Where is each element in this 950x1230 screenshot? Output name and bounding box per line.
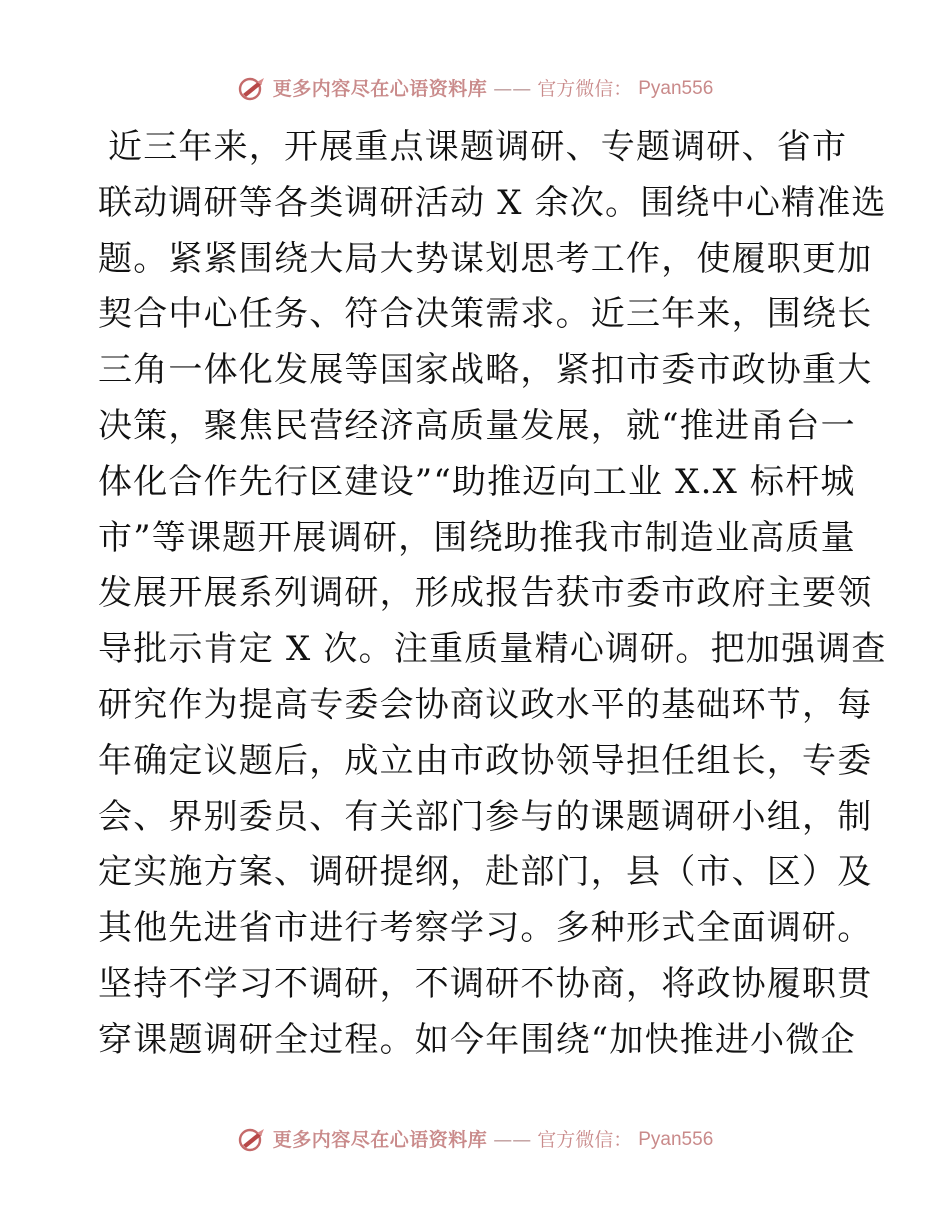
watermark-main-text: 更多内容尽在心语资料库 — [272, 1129, 488, 1151]
watermark-separator: —— — [493, 78, 532, 100]
text-line: 题。紧紧围绕大局大势谋划思考工作，使履职更加 — [98, 238, 873, 279]
watermark-wechat-id: Pyan556 — [638, 78, 714, 99]
watermark-wechat-id: Pyan556 — [638, 1129, 714, 1150]
text-line: 年确定议题后，成立由市政协领导担任组长，专委 — [98, 740, 873, 781]
text-line: 三角一体化发展等国家战略，紧扣市委市政协重大 — [98, 350, 873, 391]
watermark-wechat-label: 官方微信： — [537, 1129, 633, 1151]
text-line: 其他先进省市进行考察学习。多种形式全面调研。 — [98, 908, 873, 949]
watermark-separator: —— — [493, 1129, 532, 1151]
text-line: 穿课题调研全过程。如今年围绕“加快推进小微企 — [98, 1019, 856, 1060]
text-line: 研究作为提高专委会协商议政水平的基础环节，每 — [98, 684, 873, 725]
text-line: 体化合作先行区建设”“助推迈向工业 X.X 标杆城 — [98, 461, 856, 502]
watermark-wechat-label: 官方微信： — [537, 78, 633, 100]
document-body — [98, 120, 887, 1069]
text-line: 发展开展系列调研，形成报告获市委市政府主要领 — [98, 573, 873, 614]
text-line: 契合中心任务、符合决策需求。近三年来，围绕长 — [98, 294, 873, 335]
text-line: 导批示肯定 X 次。注重质量精心调研。把加强调查 — [98, 629, 887, 670]
text-line: 定实施方案、调研提纲，赴部门，县（市、区）及 — [98, 852, 873, 893]
text-line: 坚持不学习不调研，不调研不协商，将政协履职贯 — [98, 963, 873, 1004]
watermark-main-text: 更多内容尽在心语资料库 — [272, 78, 488, 100]
text-line: 近三年来，开展重点课题调研、专题调研、省市 — [108, 127, 848, 167]
watermark-header — [0, 76, 950, 102]
pen-logo-icon — [237, 76, 267, 102]
text-line: 会、界别委员、有关部门参与的课题调研小组，制 — [98, 796, 873, 837]
text-line: 决策，聚焦民营经济高质量发展，就“推进甬台一 — [98, 405, 856, 446]
pen-logo-icon — [237, 1127, 267, 1153]
text-line: 市”等课题开展调研，围绕助推我市制造业高质量 — [98, 517, 856, 558]
text-line: 联动调研等各类调研活动 X 余次。围绕中心精准选 — [98, 182, 887, 223]
watermark-footer — [0, 1127, 950, 1153]
